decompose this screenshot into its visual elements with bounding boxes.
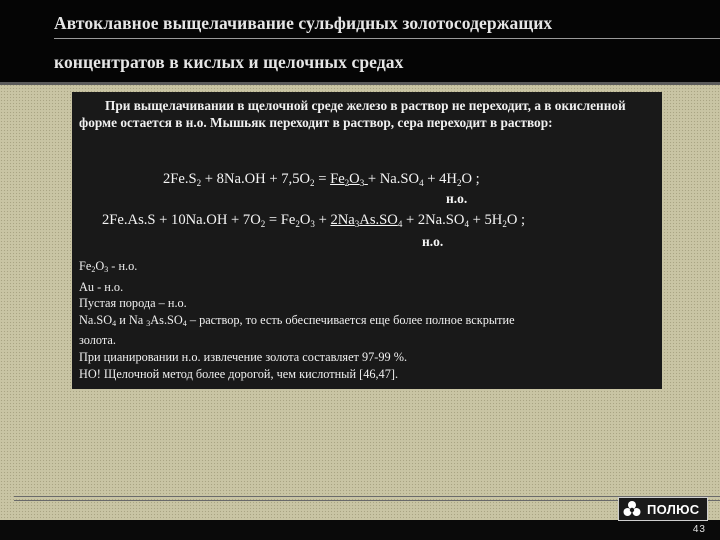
polyus-logo [618,497,708,521]
equation-2: $2Fe.As.S + 10Na.OH + 7O_2 = Fe_2O_3 + 2Na_3As.SO_4 + 2Na.SO_4 + 5H_2O$ ; [102,212,526,229]
title-divider [54,38,720,39]
slide-title-line-1: Автоклавное выщелачивание сульфидных золотосодержащих [54,13,553,33]
note-line: $Na.SO_4$ и Na $_3As.SO_4$ – раствор, то есть обеспечивается еще более полное вскрытие [79,312,515,328]
note-line: При цианировании н.о. извлечение золота составляет 97-99 %. [79,349,408,364]
page-number: 43 [692,524,706,535]
equation-1: $2Fe.S_2 + 8Na.OH + 7,5O_2 = Fe_2O_3 + Na.SO_4 + 4H_2O$ ; [163,171,480,188]
equation-1-note: н.о. [446,191,468,206]
slide-title-line-2: концентратов в кислых и щелочных средах [54,52,404,72]
notes-list [79,258,654,382]
equation-2-note: н.о. [422,234,444,249]
title-bottom-border [0,82,720,85]
intro-paragraph: При выщелачивании в щелочной среде железо в раствор не переходит, а в окисленной форме остается в н.о. Мышьяк переходит в раствор, сера переходит в раствор: [79,98,626,130]
footer-divider [14,500,720,501]
title-bar [0,0,720,82]
logo-text: ПОЛЮС [647,501,700,517]
footer-divider [14,496,720,497]
note-line: Пустая порода – н.о. [79,296,187,311]
note-line: Au - н.о. [79,279,124,294]
content-box [72,92,662,389]
note-line: $Fe_2O_3 - н.о$. [79,259,138,274]
note-line: золота. [79,333,116,348]
note-line: НО! Щелочной метод более дорогой, чем кислотный [46,47]. [79,366,399,381]
logo-mark-icon [623,500,641,518]
footer-bar [0,520,720,540]
